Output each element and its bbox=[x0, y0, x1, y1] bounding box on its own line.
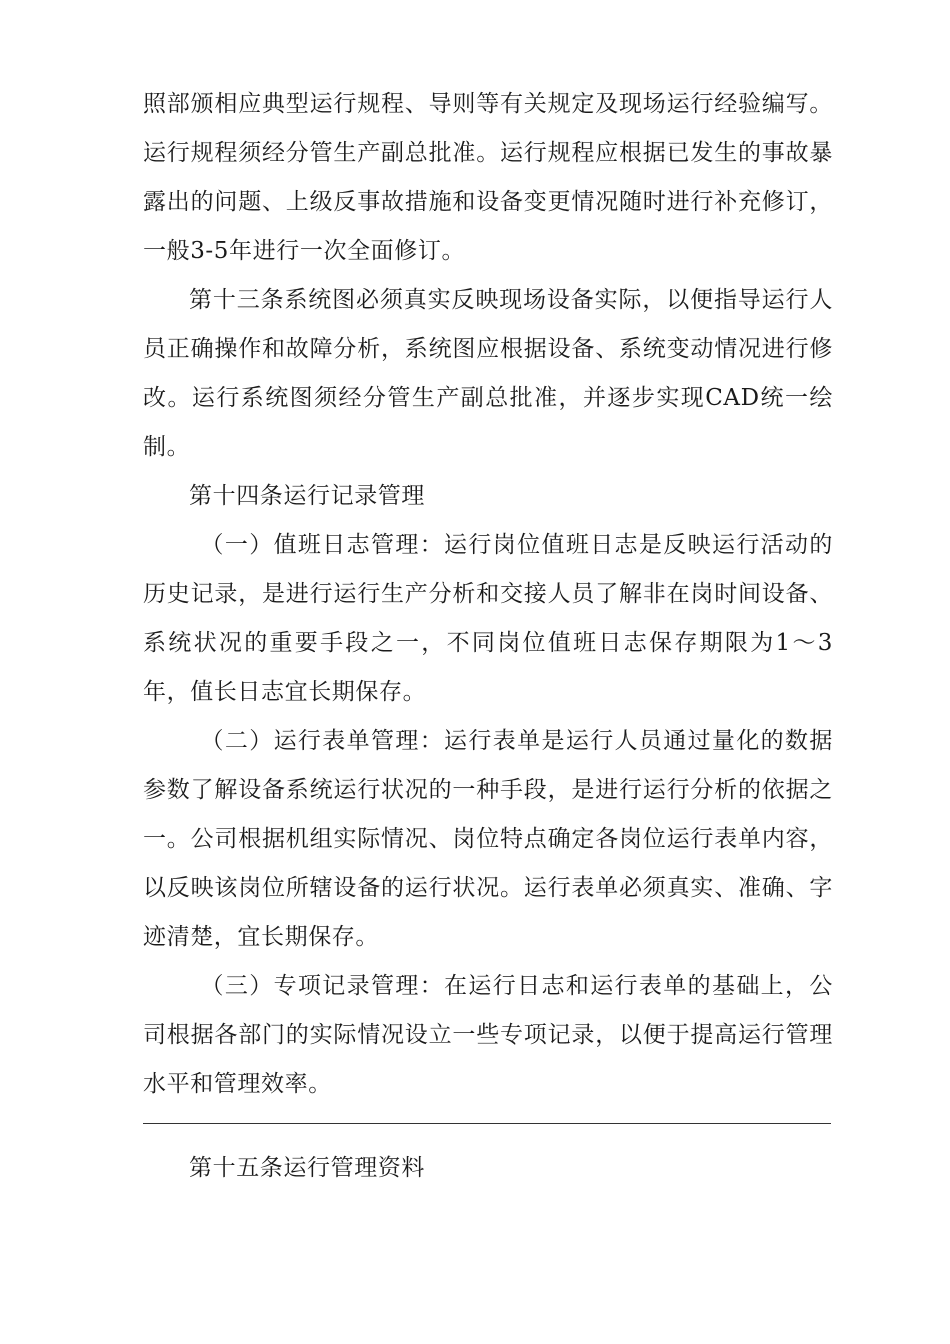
paragraph-special-records: （三）专项记录管理：在运行日志和运行表单的基础上，公司根据各部门的实际情况设立一些专项记录，以便于提高运行管理水平和管理效率。 bbox=[143, 973, 833, 1097]
heading-article-14: 第十四条运行记录管理 bbox=[189, 483, 425, 509]
document-body bbox=[143, 80, 833, 1109]
paragraph-duty-log: （一）值班日志管理：运行岗位值班日志是反映运行活动的历史记录，是进行运行生产分析和交接人员了解非在岗时间设备、系统状况的重要手段之一，不同岗位值班日志保存期限为1〜3年，值长日志宜长期保存。 bbox=[143, 532, 833, 705]
paragraph-operation-forms: （二）运行表单管理：运行表单是运行人员通过量化的数据参数了解设备系统运行状况的一种手段，是进行运行分析的依据之一。公司根据机组实际情况、岗位特点确定各岗位运行表单内容，以反映该岗位所辖设备的运行状况。运行表单必须真实、准确、字迹清楚，宜长期保存。 bbox=[143, 728, 833, 950]
page-divider bbox=[143, 1123, 831, 1124]
paragraph-article-13: 第十三条系统图必须真实反映现场设备实际，以便指导运行人员正确操作和故障分析，系统图应根据设备、系统变动情况进行修改。运行系统图须经分管生产副总批准，并逐步实现CAD统一绘制。 bbox=[143, 287, 833, 460]
paragraph-continuation: 照部颁相应典型运行规程、导则等有关规定及现场运行经验编写。运行规程须经分管生产副总批准。运行规程应根据已发生的事故暴露出的问题、上级反事故措施和设备变更情况随时进行补充修订，一般3-5年进行一次全面修订。 bbox=[143, 91, 833, 264]
heading-article-15: 第十五条运行管理资料 bbox=[189, 1155, 425, 1181]
